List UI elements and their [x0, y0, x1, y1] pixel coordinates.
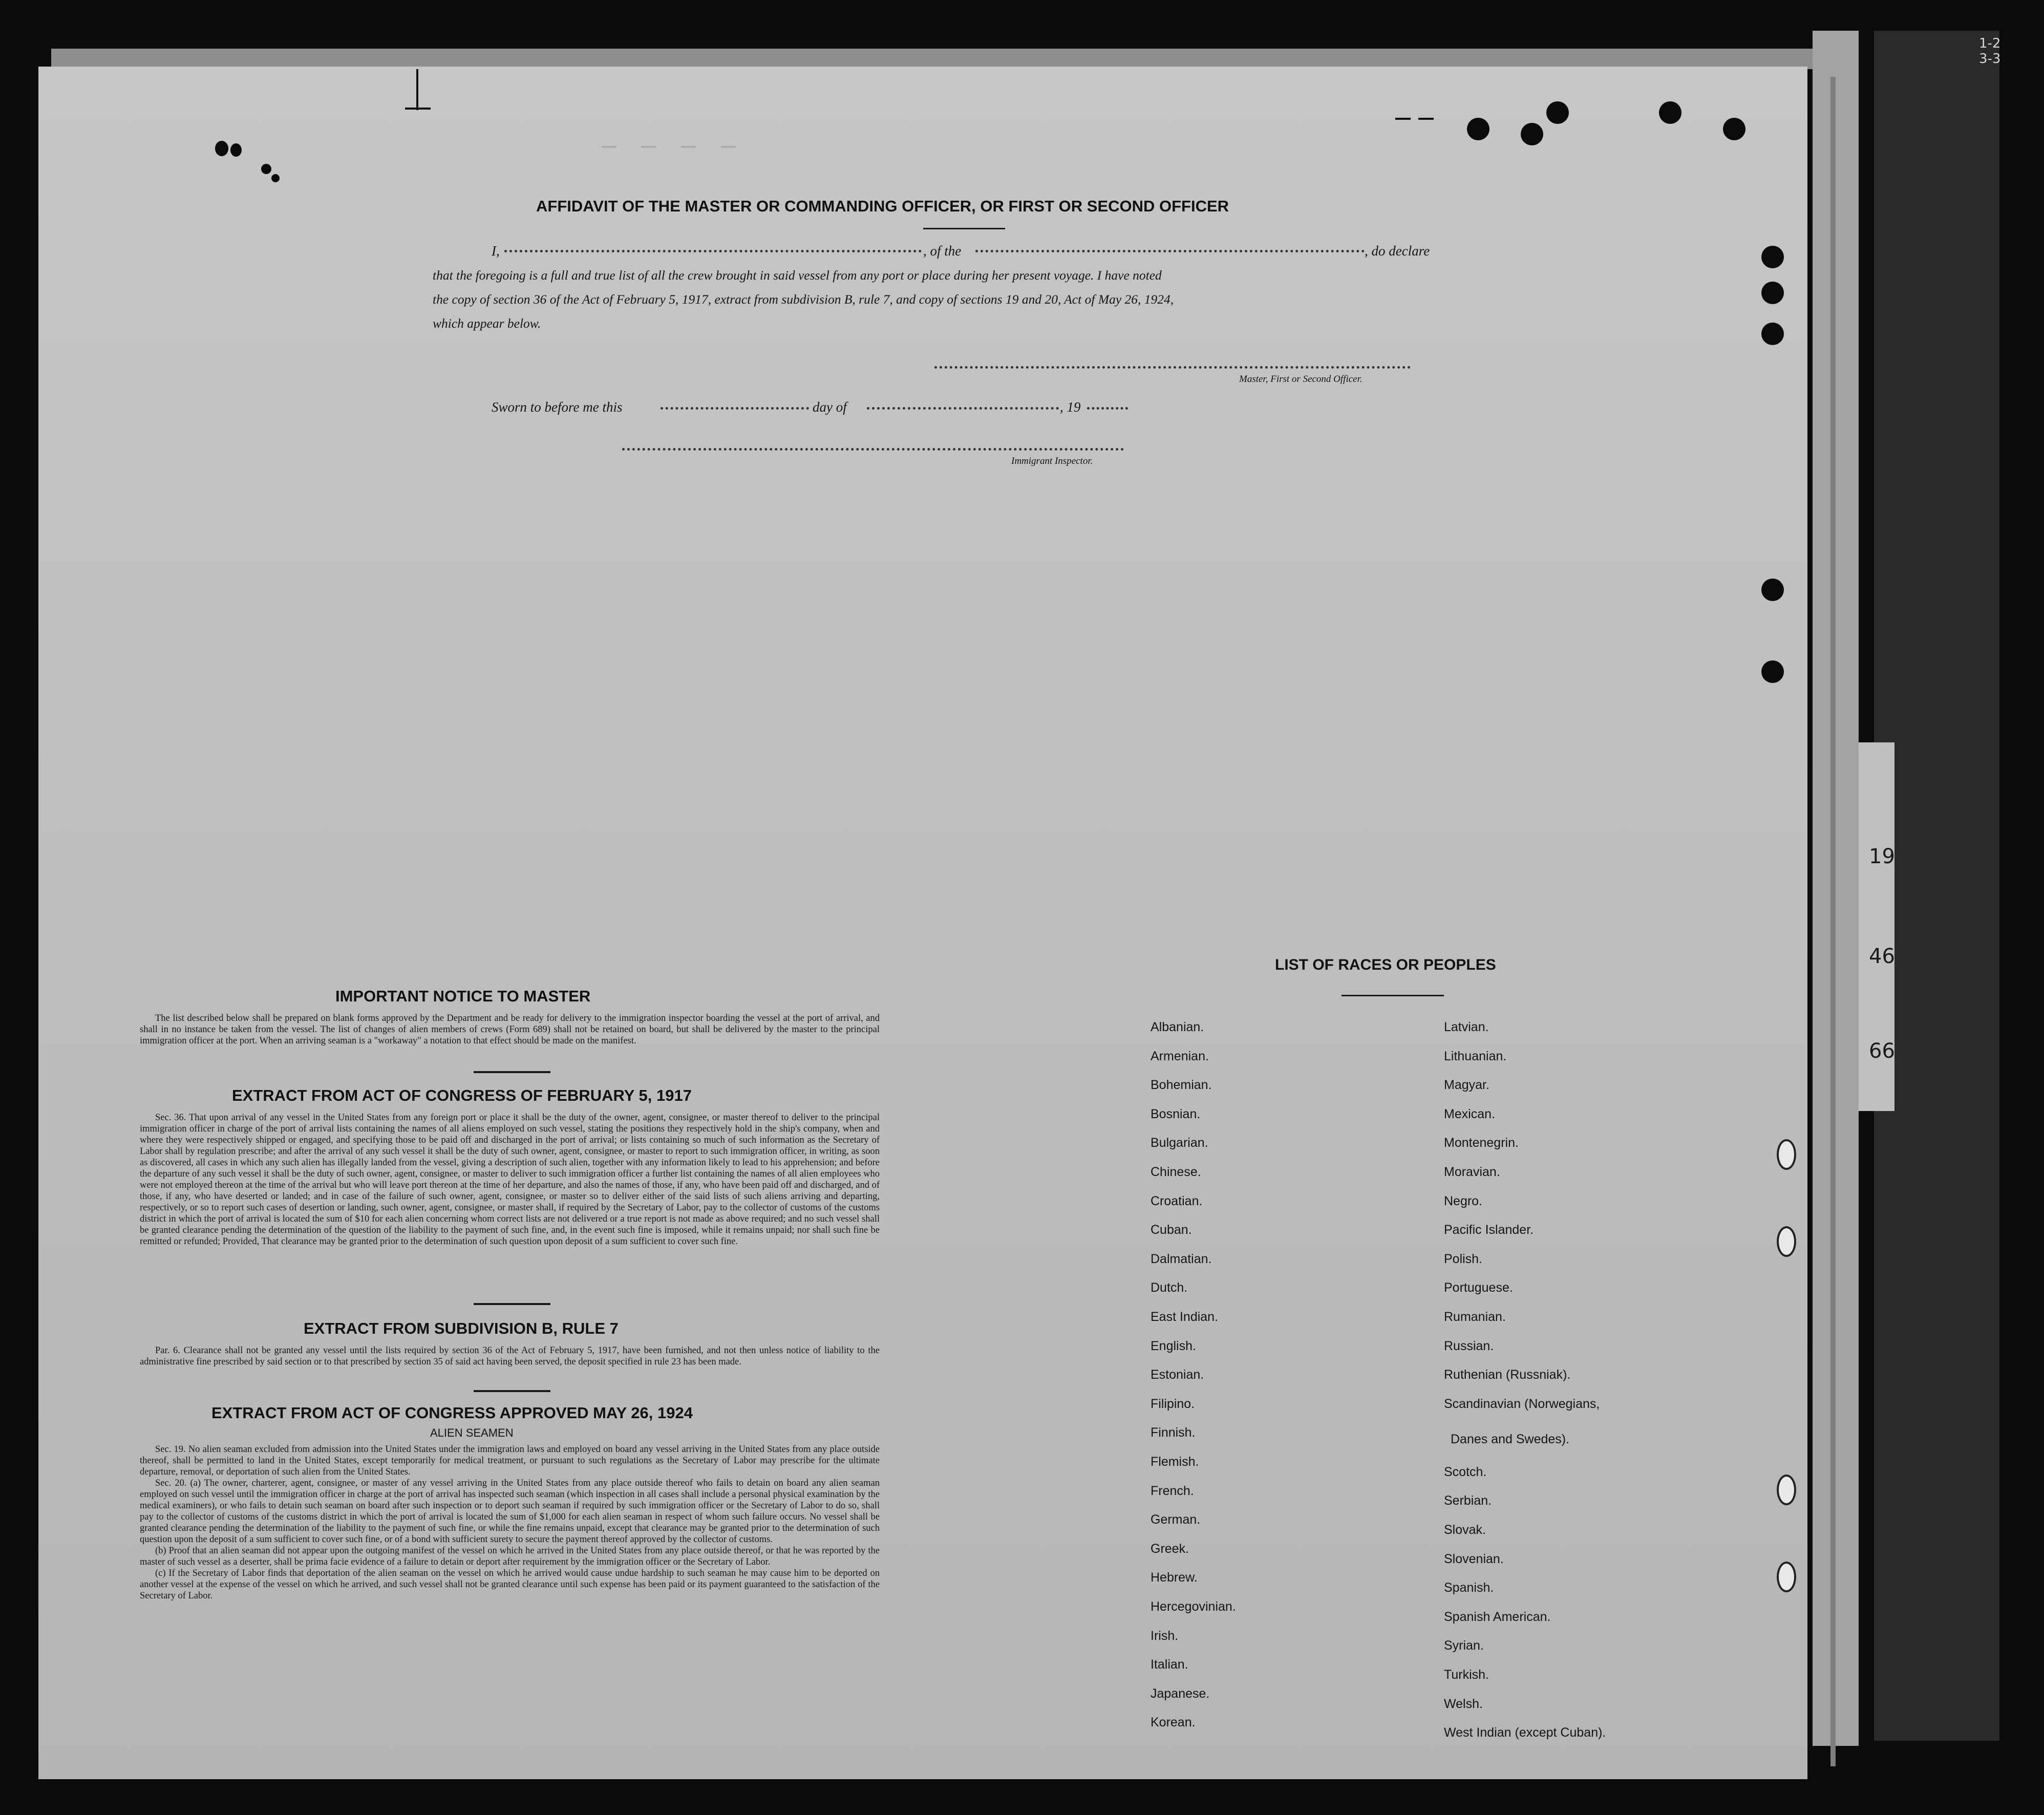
race-item: Cuban. — [1151, 1223, 1192, 1237]
bleed-through-text: — — — — — [602, 133, 741, 161]
vessel-blank — [975, 250, 1365, 252]
master-signature-label: Master, First or Second Officer. — [1239, 374, 1362, 385]
sworn-year: , 19 — [1060, 399, 1081, 415]
punch-hole — [1761, 282, 1784, 304]
margin-mark-46: 46 — [1869, 945, 1895, 968]
affidavit-line1-suffix: , do declare — [1365, 243, 1430, 259]
notice-paragraph: The list described below shall be prepared on blank forms approved by the Department and be ready for delivery to the immigration inspector boarding the vessel at the port of arrival, and shall in no instance be taken from the vessel. The list of changes of alien members of crews (Form 689) shall not be retained on board, but shall be delivered by the master to the principal immigration officer at the port. When an arriving seaman is a "workaway" a notation to that effect should be made on the manifest. — [140, 1013, 880, 1046]
back-sheet — [1830, 77, 1836, 1766]
race-item: Spanish. — [1444, 1581, 1494, 1595]
punch-hole — [1659, 101, 1681, 124]
punch-hole — [1761, 246, 1784, 268]
extract-1917-paragraph: Sec. 36. That upon arrival of any vessel in the United States from any foreign port or place it shall be the duty of the owner, agent, consignee, or master thereof to deliver to the principal immigration officer in charge of the port of arrival lists containing the names of all aliens employed on such vessel, stating the positions they respectively hold in the ship's company, when and where they were respectively shipped or engaged, and specifying those to be paid off and discharged in the port of arrival; or lists containing so much of such information as the Secretary of Labor shall by regulation prescribe; and after the arrival of any such vessel it shall be the duty of such owner, agent, consignee, or master to report to such immigration officer, in writing, as soon as discovered, all cases in which any such alien has illegally landed from the vessel, giving a description of such alien, together with any information likely to lead to his apprehension; and before the departure of any such vessel it shall be the duty of such owner, agent, consignee, or master to deliver to such immigration officer a further list containing the names of all alien employees who were not employed thereon at the time of the arrival but who will leave port thereon at the time of her departure, and also the names of those, if any, who have been paid off and discharged, and of those, if any, who have deserted or landed; and in case of the failure of such owner, agent, consignee, or master so to deliver either of the said lists of such aliens arriving and departing, respectively, or so to report such cases of desertion or landing, such owner, agent, consignee, or master shall, if required by the Secretary of Labor, pay to the collector of customs of the customs district in which the port of arrival is located the sum of $10 for each alien concerning whom correct lists are not delivered or a true report is not made as above required; and no such vessel shall be granted clearance pending the determination of the question of the liability to the payment of such fine, and, in the event such fine is imposed, while it remains unpaid; nor shall such fine be remitted or refunded; Provided, That clearance may be granted prior to the determination of such question upon deposit of a sum sufficient to cover such fine. — [140, 1113, 880, 1247]
race-item: German. — [1151, 1512, 1201, 1527]
sec19-paragraph: Sec. 19. No alien seaman excluded from admission into the United States under the immigration laws and employed on board any vessel arriving in the United States from any place outside thereof, shall be permitted to land in the United States, except temporarily for medical treatment, or pursuant to such regulations as the Secretary of Labor may prescribe for the ultimate departure, removal, or deportation of such alien from the United States. — [140, 1444, 880, 1477]
affidavit-body-line: that the foregoing is a full and true list of all the crew brought in said vessel from any port or place during her present voyage. I have noted — [433, 268, 1162, 283]
punch-hole — [1761, 323, 1784, 345]
race-item: Slovenian. — [1444, 1551, 1504, 1566]
race-item: Ruthenian (Russniak). — [1444, 1368, 1571, 1382]
inspector-signature-line — [622, 448, 1124, 451]
race-item: Spanish American. — [1444, 1609, 1551, 1624]
affidavit-line1-prefix: I, — [492, 243, 500, 259]
race-item: Hebrew. — [1151, 1570, 1198, 1585]
race-item: Syrian. — [1444, 1638, 1484, 1653]
notice-title: IMPORTANT NOTICE TO MASTER — [335, 987, 591, 1005]
sworn-day-blank — [661, 407, 809, 410]
race-item: Armenian. — [1151, 1049, 1209, 1063]
race-item-continuation: Danes and Swedes). — [1451, 1432, 1570, 1446]
inspector-label: Immigrant Inspector. — [1011, 456, 1093, 466]
race-item: Welsh. — [1444, 1696, 1483, 1711]
extract-1924-text — [140, 1444, 880, 1602]
race-item: Negro. — [1444, 1193, 1483, 1208]
ink-spot — [271, 174, 280, 182]
race-item: Japanese. — [1151, 1686, 1210, 1701]
race-item: Bohemian. — [1151, 1078, 1212, 1093]
extract-1917-divider — [474, 1303, 550, 1305]
races-title-rule — [1342, 995, 1444, 996]
sworn-prefix: Sworn to before me this — [492, 399, 623, 415]
punch-hole — [1467, 118, 1489, 140]
race-item: Finnish. — [1151, 1425, 1196, 1440]
race-item: Korean. — [1151, 1715, 1196, 1730]
sec20c-paragraph: (c) If the Secretary of Labor finds that deportation of the alien seaman on the vessel on which he arrived would cause undue hardship to such seaman he may cause him to be deported on another vessel at the expense of the vessel on which he arrived, and such vessel shall not be granted clearance until such expense has been paid or its payment guaranteed to the satisfaction of the Secretary of Labor. — [140, 1568, 880, 1601]
ink-spot — [261, 164, 271, 174]
binder-ring — [1777, 1139, 1796, 1170]
race-item: Albanian. — [1151, 1020, 1204, 1034]
race-item: Mexican. — [1444, 1106, 1496, 1121]
extract-1924-title: EXTRACT FROM ACT OF CONGRESS APPROVED MAY 26, 1924 — [211, 1404, 693, 1422]
tick-mark — [416, 69, 418, 110]
notice-text — [140, 1013, 880, 1047]
dash-mark — [1395, 118, 1411, 120]
race-item: Dutch. — [1151, 1280, 1188, 1295]
dash-mark — [1418, 118, 1434, 120]
race-item: Turkish. — [1444, 1668, 1489, 1682]
ink-spot — [230, 143, 242, 157]
race-item: Slovak. — [1444, 1523, 1486, 1537]
race-item: Chinese. — [1151, 1165, 1201, 1179]
rule7-title: EXTRACT FROM SUBDIVISION B, RULE 7 — [304, 1319, 619, 1337]
race-item: Lithuanian. — [1444, 1049, 1507, 1063]
race-item: Russian. — [1444, 1338, 1494, 1353]
rule7-divider — [474, 1390, 550, 1392]
race-item: Montenegrin. — [1444, 1136, 1519, 1150]
race-item: Scotch. — [1444, 1464, 1487, 1479]
race-item: Greek. — [1151, 1541, 1189, 1556]
extract-1917-text — [140, 1112, 880, 1247]
race-item: Bulgarian. — [1151, 1136, 1208, 1150]
punch-hole — [1761, 579, 1784, 601]
ink-spot — [215, 141, 228, 156]
race-item: French. — [1151, 1483, 1194, 1498]
sworn-year-blank — [1087, 407, 1128, 410]
affidavit-body-line: the copy of section 36 of the Act of February 5, 1917, extract from subdivision B, rule 7, and copy of sections 19 and 20, Act of May 26, 1924, — [433, 292, 1174, 307]
tick-mark — [405, 108, 431, 110]
punch-hole — [1521, 123, 1543, 145]
punch-hole — [1761, 660, 1784, 683]
affidavit-title-rule — [923, 228, 1005, 229]
race-item: Estonian. — [1151, 1368, 1204, 1382]
races-title: LIST OF RACES OR PEOPLES — [1275, 956, 1496, 973]
notice-divider — [474, 1071, 550, 1073]
name-blank — [504, 250, 922, 252]
race-item: Bosnian. — [1151, 1106, 1201, 1121]
race-item: Flemish. — [1151, 1455, 1199, 1469]
margin-mark-19: 19 — [1869, 845, 1895, 868]
sec20b-paragraph: (b) Proof that an alien seaman did not appear upon the outgoing manifest of the vessel on which he arrived in the United States from any place outside thereof, or that he was reported by the master of such vessel as a deserter, shall be prima facie evidence of a failure to detain or deport after requirement by the immigration officer or the Secretary of Labor. — [140, 1546, 880, 1567]
sec20a-paragraph: Sec. 20. (a) The owner, charterer, agent, consignee, or master of any vessel arriving in the United States from any place outside thereof who fails to detain on board any alien seaman employed on such vessel until the immigration officer in charge at the port of arrival has inspected such seaman (which inspection in all cases shall include a personal physical examination by the medical examiners), or who fails to detain such seaman on board after such inspection or to deport such seaman if required by such immigration officer or the Secretary of Labor to do so, shall pay to the collector of customs of the customs district in which the port of arrival is located the sum of $1,000 for each alien seaman in respect of whom such failure occurs. No vessel shall be granted clearance pending the determination of the liability to the payment of such fine, or while the fine remains unpaid, except that clearance may be granted prior to the determination of such question upon the deposit of a sum sufficient to cover such fine, or of a bond with sufficient surety to secure the payment thereof approved by the collector of customs. — [140, 1478, 880, 1545]
sworn-month-blank — [867, 407, 1059, 410]
rule7-text — [140, 1345, 880, 1368]
race-item: Portuguese. — [1444, 1280, 1513, 1295]
race-item: Scandinavian (Norwegians, — [1444, 1396, 1600, 1411]
binder-ring — [1777, 1475, 1796, 1505]
race-item: West Indian (except Cuban). — [1444, 1725, 1606, 1740]
race-item: Serbian. — [1444, 1493, 1492, 1508]
back-sheet — [1813, 31, 1859, 1746]
race-item: East Indian. — [1151, 1310, 1219, 1324]
race-item: English. — [1151, 1338, 1196, 1353]
punch-hole — [1546, 101, 1569, 124]
sworn-mid: day of — [813, 399, 847, 415]
race-item: Rumanian. — [1444, 1310, 1506, 1324]
master-signature-line — [934, 366, 1411, 369]
margin-mark-top: 1-2 3-3 — [1979, 36, 2001, 67]
rule7-paragraph: Par. 6. Clearance shall not be granted any vessel until the lists required by section 36 of the Act of February 5, 1917, have been furnished, and not then unless notice of liability to the administrative fine prescribed by said section or to that prescribed by section 35 of said act having been served, the deposit specified in rule 23 has been made. — [140, 1346, 880, 1367]
punch-hole — [1723, 118, 1745, 140]
race-item: Polish. — [1444, 1251, 1483, 1266]
affidavit-line1-mid: , of the — [923, 243, 962, 259]
affidavit-body-line: which appear below. — [433, 316, 541, 331]
binder-ring — [1777, 1562, 1796, 1592]
race-item: Filipino. — [1151, 1396, 1195, 1411]
race-item: Pacific Islander. — [1444, 1223, 1534, 1237]
extract-1917-title: EXTRACT FROM ACT OF CONGRESS OF FEBRUARY 5, 1917 — [232, 1086, 692, 1104]
race-item: Latvian. — [1444, 1020, 1489, 1034]
race-item: Dalmatian. — [1151, 1251, 1212, 1266]
race-item: Hercegovinian. — [1151, 1599, 1236, 1614]
race-item: Croatian. — [1151, 1193, 1203, 1208]
race-item: Irish. — [1151, 1628, 1179, 1643]
race-item: Italian. — [1151, 1657, 1188, 1672]
extract-1924-subtitle: ALIEN SEAMEN — [430, 1426, 514, 1439]
document-page — [38, 67, 1807, 1779]
top-back-sheet — [51, 49, 1813, 69]
margin-mark-66: 66 — [1869, 1039, 1895, 1063]
race-item: Moravian. — [1444, 1165, 1500, 1179]
race-item: Magyar. — [1444, 1078, 1489, 1093]
binder-ring — [1777, 1226, 1796, 1257]
affidavit-title: AFFIDAVIT OF THE MASTER OR COMMANDING OFFICER, OR FIRST OR SECOND OFFICER — [536, 197, 1229, 215]
